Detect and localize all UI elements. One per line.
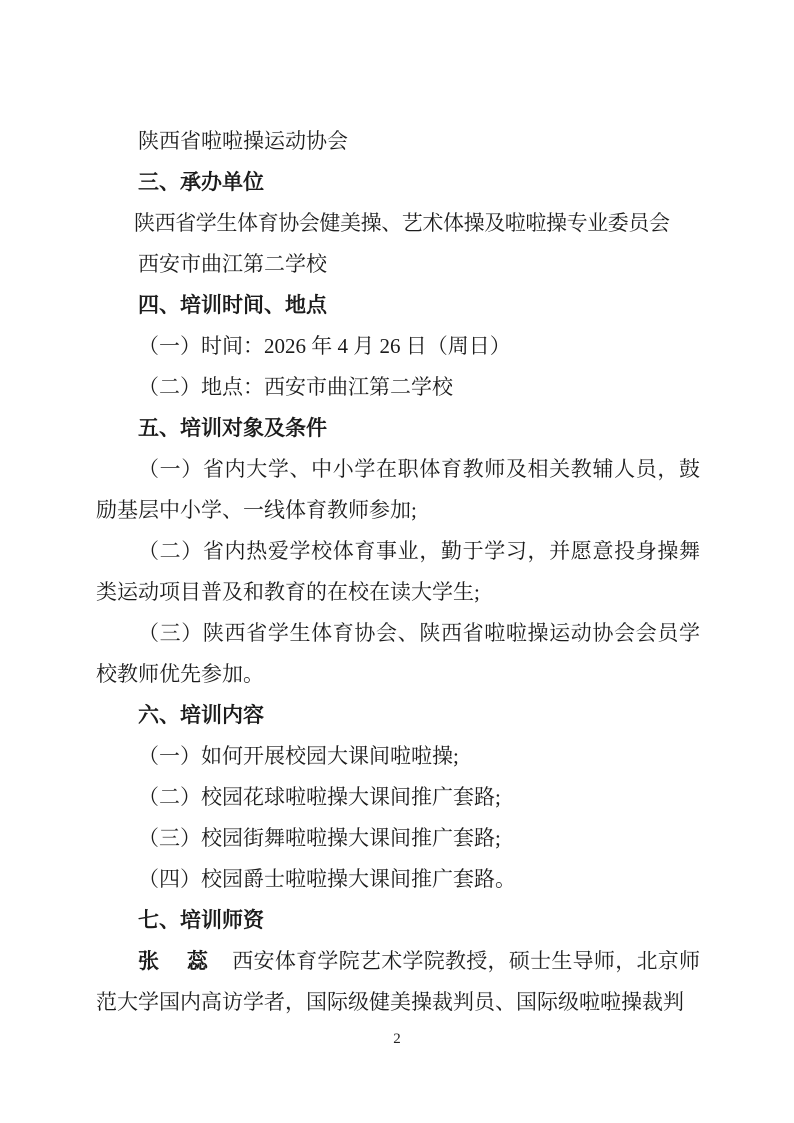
heading-section-3-undertaking-units: 三、承办单位 xyxy=(138,171,264,194)
document-body xyxy=(96,121,700,1023)
para-trainee-condition-2: （二）省内热爱学校体育事业，勤于学习，并愿意投身操舞类运动项目普及和教育的在校在读大学生; xyxy=(96,539,700,604)
teacher-name: 张 蕊 xyxy=(138,950,212,973)
heading-section-7-training-teachers: 七、培训师资 xyxy=(138,909,264,932)
line-undertaker-committee: 陕西省学生体育协会健美操、艺术体操及啦啦操专业委员会 xyxy=(134,211,670,235)
teacher-description: 西安体育学院艺术学院教授，硕士生导师，北京师范大学国内高访学者，国际级健美操裁判员、国际级啦啦操裁判 xyxy=(96,949,701,1014)
para-training-content-2: （二）校园花球啦啦操大课间推广套路; xyxy=(138,785,501,809)
line-training-time: （一）时间：2026 年 4 月 26 日（周日） xyxy=(138,334,511,358)
heading-section-4-time-place: 四、培训时间、地点 xyxy=(138,294,327,317)
line-undertaker-school: 西安市曲江第二学校 xyxy=(138,252,327,276)
line-organizer-association: 陕西省啦啦操运动协会 xyxy=(138,129,348,153)
para-training-content-4: （四）校园爵士啦啦操大课间推广套路。 xyxy=(138,867,516,891)
para-teacher-zhang-rui xyxy=(96,941,700,1023)
para-trainee-condition-1: （一）省内大学、中小学在职体育教师及相关教辅人员，鼓励基层中小学、一线体育教师参加; xyxy=(96,457,700,522)
line-training-place: （二）地点：西安市曲江第二学校 xyxy=(138,375,453,399)
page-number: 2 xyxy=(393,1031,401,1047)
heading-section-5-trainees-conditions: 五、培训对象及条件 xyxy=(138,417,327,440)
para-trainee-condition-3: （三）陕西省学生体育协会、陕西省啦啦操运动协会会员学校教师优先参加。 xyxy=(96,621,700,686)
para-training-content-3: （三）校园街舞啦啦操大课间推广套路; xyxy=(138,826,501,850)
heading-section-6-training-content: 六、培训内容 xyxy=(138,704,264,727)
para-training-content-1: （一）如何开展校园大课间啦啦操; xyxy=(138,744,459,768)
